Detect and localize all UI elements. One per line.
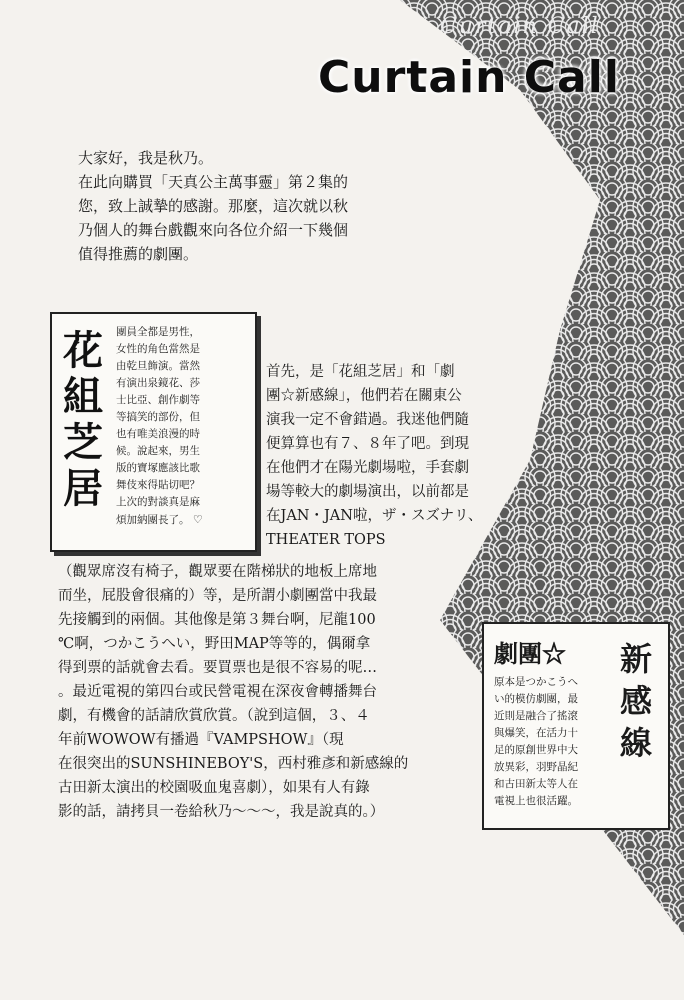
body-line: 先接觸到的兩個。其他像是第３舞台啊，尼龍100 xyxy=(58,612,376,628)
desc-line: 舞伎來得貼切吧？ xyxy=(116,479,200,491)
hanagumi-shibai-description xyxy=(116,324,242,529)
desc-line: 候。說起來，男生 xyxy=(116,445,200,457)
body-line: 在JAN・JAN啦，ザ・スズナリ、 xyxy=(266,508,483,524)
script-title: Curtain Call xyxy=(440,14,600,39)
body-line: 在他們才在陽光劇場啦，手套劇 xyxy=(266,460,469,476)
body-line: 而坐，屁股會很痛的）等，是所謂小劇團當中我最 xyxy=(58,588,377,604)
desc-line: 電視上也很活躍。 xyxy=(494,795,578,807)
body-line: THEATER TOPS xyxy=(266,532,386,548)
shinkansen-description xyxy=(494,674,614,810)
hanagumi-shibai-box xyxy=(50,312,257,552)
body-line: 團☆新感線」，他們若在關東公 xyxy=(266,388,462,404)
title-char: 花 xyxy=(63,327,103,374)
intro-line: 大家好，我是秋乃。 xyxy=(78,149,214,167)
title-char: 新 xyxy=(619,640,652,678)
desc-line: 版的寶塚應該比歌 xyxy=(116,462,200,474)
intro-line: 您，致上誠摯的感謝。那麼，這次就以秋 xyxy=(78,197,349,215)
desc-line: い的模仿劇團，最 xyxy=(494,693,578,705)
desc-line: 上次的對談真是麻 xyxy=(116,496,200,508)
desc-line: 也有唯美浪漫的時 xyxy=(116,428,200,440)
title-char: 居 xyxy=(63,465,103,512)
title-char: 組 xyxy=(63,373,103,420)
body-line: 得到票的話就會去看。要買票也是很不容易的呢… xyxy=(58,660,377,676)
title-char: 線 xyxy=(619,724,652,762)
desc-line: 團員全都是男性， xyxy=(116,326,200,338)
desc-line: 煩加納團長了。 xyxy=(116,514,190,526)
desc-line: 由乾旦飾演。當然 xyxy=(116,360,200,372)
desc-line: 放異彩，羽野晶紀 xyxy=(494,761,578,773)
title-char: 芝 xyxy=(63,419,103,466)
shinkansen-title xyxy=(616,638,656,764)
body-line: 古田新太演出的校園吸血鬼喜劇），如果有人有錄 xyxy=(58,780,370,796)
body-line: 首先，是「花組芝居」和「劇 xyxy=(266,364,455,380)
body-line: 影的話，請拷貝一卷給秋乃～～～，我是說真的。） xyxy=(58,804,385,820)
desc-line: 原本是つかこうへ xyxy=(494,676,578,688)
body-line: 年前WOWOW有播過『VAMPSHOW』（現 xyxy=(58,732,344,748)
intro-line: 在此向購買「天真公主萬事靈」第２集的 xyxy=(78,173,349,191)
intro-line: 值得推薦的劇團。 xyxy=(78,245,199,263)
body-paragraph-lower xyxy=(58,560,478,824)
body-line: ℃啊，つかこうへい，野田MAP等等的，偶爾拿 xyxy=(58,636,371,652)
body-paragraph-mid xyxy=(266,360,534,552)
desc-line: 足的原創世界中大 xyxy=(494,744,578,756)
body-line: 便算算也有７、８年了吧。到現 xyxy=(266,436,469,452)
desc-line: 與爆笑，在活力十 xyxy=(494,727,578,739)
intro-line: 乃個人的舞台戲觀來向各位介紹一下幾個 xyxy=(78,221,349,239)
body-line: 場等較大的劇場演出，以前都是 xyxy=(266,484,469,500)
gekidan-shinkansen-box xyxy=(482,622,670,830)
body-line: 演我一定不會錯過。我迷他們隨 xyxy=(266,412,469,428)
desc-line-last xyxy=(116,511,242,529)
body-line: （觀眾席沒有椅子，觀眾要在階梯狀的地板上席地 xyxy=(58,564,377,580)
desc-line: 女性的角色當然是 xyxy=(116,343,200,355)
body-line: 。最近電視的第四台或民營電視在深夜會轉播舞台 xyxy=(58,684,377,700)
desc-line: 等搞笑的部份，但 xyxy=(116,411,200,423)
gekidan-label: 劇團☆ xyxy=(494,639,566,668)
intro-paragraph xyxy=(78,146,418,266)
title-char: 感 xyxy=(619,682,652,720)
body-line: 劇，有機會的話請欣賞欣賞。（說到這個，３、４ xyxy=(58,708,370,724)
desc-line: 有演出泉鏡花、莎 xyxy=(116,377,200,389)
desc-line: 近則是融合了搖滾 xyxy=(494,710,578,722)
desc-line: 士比亞、創作劇等 xyxy=(116,394,200,406)
hanagumi-shibai-title xyxy=(60,328,106,512)
body-line: 在很突出的SUNSHINEBOY'S，西村雅彥和新感線的 xyxy=(58,756,409,772)
desc-line: 和古田新太等人在 xyxy=(494,778,578,790)
page-title: Curtain Call xyxy=(318,52,620,103)
heart-icon: ♡ xyxy=(192,513,203,526)
